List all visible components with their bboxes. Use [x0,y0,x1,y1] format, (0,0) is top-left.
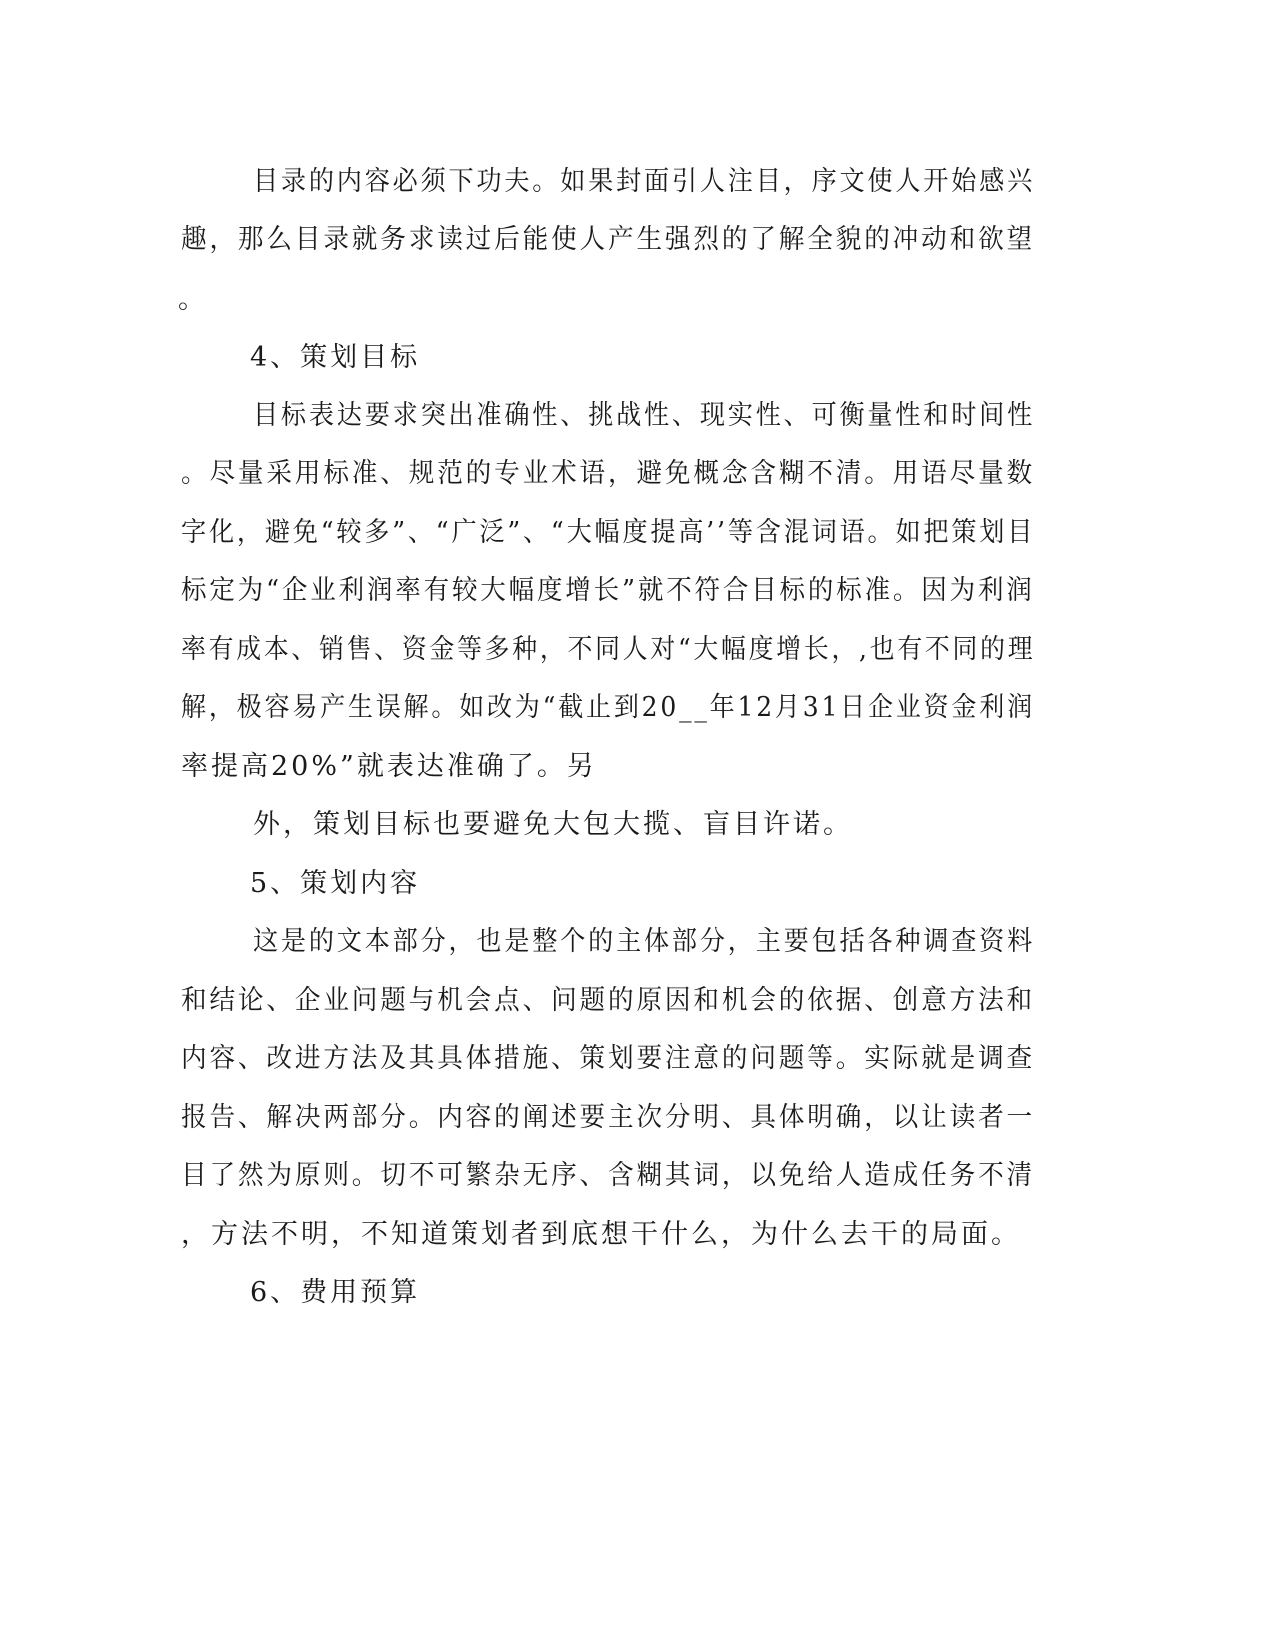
text-line: 外，策划目标也要避免大包大揽、盲目许诺。 [253,809,853,840]
text-line: 内容、改进方法及其具体措施、策划要注意的问题等。实际就是调查 [181,1043,1035,1074]
text-line: 率提高20%”就表达准确了。另 [181,751,597,782]
text-line: 。 [178,284,208,315]
text-line: 字化，避免“较多”、“广泛”、“大幅度提高’’等含混词语。如把策划目 [181,517,1036,548]
text-line: 目了然为原则。切不可繁杂无序、含糊其词，以免给人造成任务不清 [181,1160,1035,1191]
section-heading: 4、策划目标 [250,342,421,373]
section-heading: 5、策划内容 [250,868,421,899]
text-line: 解，极容易产生误解。如改为“截止到20__年12月31日企业资金利润 [181,692,1035,723]
text-line: 这是的文本部分，也是整个的主体部分，主要包括各种调查资料 [253,926,1035,957]
section-heading: 6、费用预算 [250,1277,421,1308]
text-line: 报告、解决两部分。内容的阐述要主次分明、具体明确，以让读者一 [181,1102,1035,1133]
text-line: 。尽量采用标准、规范的专业术语，避免概念含糊不清。用语尽量数 [181,458,1035,489]
text-line: 率有成本、销售、资金等多种，不同人对“大幅度增长，,也有不同的理 [181,634,1036,665]
text-line: 和结论、企业问题与机会点、问题的原因和机会的依据、创意方法和 [181,985,1035,1016]
text-line: 目标表达要求突出准确性、挑战性、现实性、可衡量性和时间性 [253,400,1035,431]
text-line: 目录的内容必须下功夫。如果封面引人注目，序文使人开始感兴 [253,166,1035,197]
text-line: 趣，那么目录就务求读过后能使人产生强烈的了解全貌的冲动和欲望 [181,224,1035,255]
text-line: 标定为“企业利润率有较大幅度增长”就不符合目标的标准。因为利润 [181,575,1035,606]
text-line: ，方法不明，不知道策划者到底想干什么，为什么去干的局面。 [181,1219,1021,1250]
